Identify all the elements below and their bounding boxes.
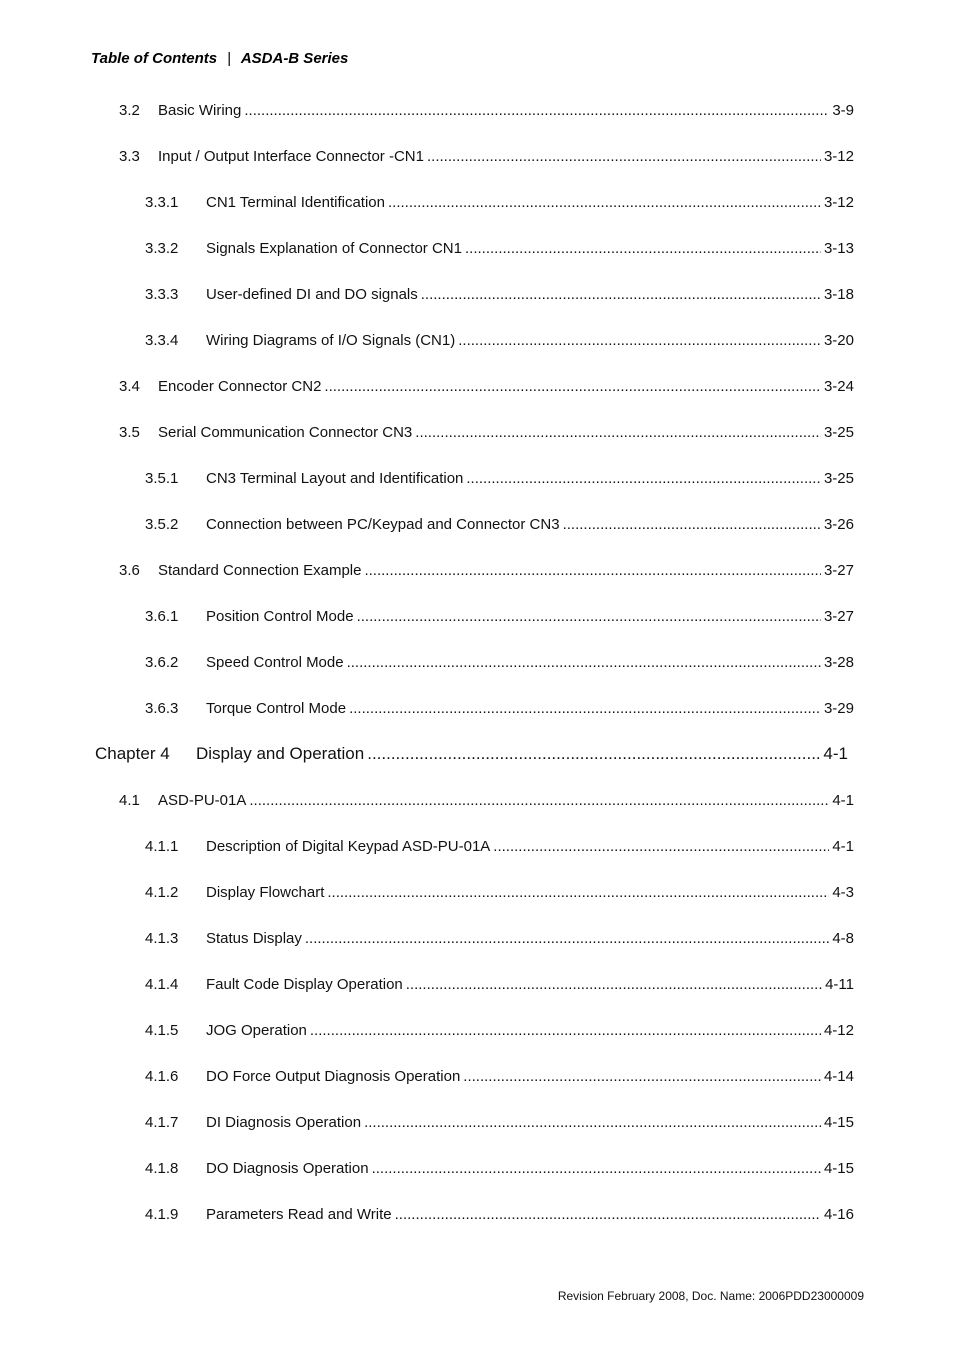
toc-entry[interactable] <box>119 562 854 584</box>
toc-entry-title: Speed Control Mode <box>206 654 344 671</box>
toc-entry-page: 4-14 <box>823 1068 854 1085</box>
toc-entry-number: 3.3.1 <box>145 194 179 211</box>
toc-entry[interactable] <box>145 976 854 998</box>
toc-dot-leader <box>324 378 821 395</box>
toc-entry-number: 3.5.2 <box>145 516 179 533</box>
toc-dot-leader <box>305 930 829 947</box>
toc-entry-page: 3-24 <box>823 378 854 395</box>
toc-entry-title: CN1 Terminal Identification <box>206 194 385 211</box>
toc-entry[interactable] <box>145 700 854 722</box>
toc-entry-title: Position Control Mode <box>206 608 354 625</box>
toc-dot-leader <box>364 562 821 579</box>
toc-entry[interactable] <box>119 102 854 124</box>
toc-entry-title: Status Display <box>206 930 302 947</box>
toc-entry-title: CN3 Terminal Layout and Identification <box>206 470 464 487</box>
toc-entry-title: Connection between PC/Keypad and Connector CN3 <box>206 516 560 533</box>
toc-entry-page: 3-26 <box>823 516 854 533</box>
toc-entry[interactable] <box>145 470 854 492</box>
toc-entry[interactable] <box>145 930 854 952</box>
toc-entry-title: DO Force Output Diagnosis Operation <box>206 1068 461 1085</box>
toc-entry-page: 3-29 <box>823 700 854 717</box>
toc-entry-title: Torque Control Mode <box>206 700 347 717</box>
toc-entry[interactable] <box>119 792 854 814</box>
toc-entry[interactable] <box>145 1160 854 1182</box>
toc-entry-title: User-defined DI and DO signals <box>206 286 418 303</box>
toc-entry-title: Display and Operation <box>196 744 365 763</box>
toc-entry-number: 3.6.1 <box>145 608 179 625</box>
toc-entry[interactable] <box>145 332 854 354</box>
toc-entry-page: 3-12 <box>823 148 854 165</box>
toc-entry[interactable] <box>145 194 854 216</box>
toc-entry-number: 3.6 <box>119 562 140 579</box>
toc-entry-title: Standard Connection Example <box>158 562 362 579</box>
toc-dot-leader <box>310 1022 821 1039</box>
toc-entry-title: Description of Digital Keypad ASD-PU-01A <box>206 838 491 855</box>
toc-entry[interactable] <box>145 608 854 630</box>
toc-entry-page: 4-1 <box>823 744 848 763</box>
toc-dot-leader <box>427 148 821 165</box>
toc-entry-page: 3-27 <box>823 608 854 625</box>
toc-entry-number: 4.1.7 <box>145 1114 179 1131</box>
toc-entry-number: 4.1.5 <box>145 1022 179 1039</box>
toc-entry-number: 3.6.3 <box>145 700 179 717</box>
toc-entry[interactable] <box>145 1114 854 1136</box>
toc-entry-number: 4.1.2 <box>145 884 179 901</box>
toc-dot-leader <box>357 608 821 625</box>
toc-dot-leader <box>406 976 822 993</box>
toc-dot-leader <box>249 792 829 809</box>
toc-entry-number: 3.3.3 <box>145 286 179 303</box>
toc-entry-title: Fault Code Display Operation <box>206 976 403 993</box>
toc-entry-title: Parameters Read and Write <box>206 1206 392 1223</box>
toc-entry[interactable] <box>119 424 854 446</box>
toc-dot-leader <box>388 194 821 211</box>
toc-entry-page: 4-15 <box>823 1114 854 1131</box>
toc-dot-leader <box>372 1160 821 1177</box>
toc-entry-page: 3-18 <box>823 286 854 303</box>
toc-entry-title: DO Diagnosis Operation <box>206 1160 369 1177</box>
toc-entry[interactable] <box>145 240 854 262</box>
toc-entry-page: 4-3 <box>832 884 854 901</box>
page-footer <box>558 1289 864 1303</box>
header-separator: | <box>227 50 232 67</box>
toc-entry[interactable] <box>145 1206 854 1228</box>
toc-dot-leader <box>347 654 821 671</box>
toc-entry-page: 4-11 <box>825 976 854 993</box>
toc-dot-leader <box>244 102 829 119</box>
toc-entry-title: Display Flowchart <box>206 884 325 901</box>
toc-entry-number: Chapter 4 <box>95 744 170 763</box>
toc-entry-page: 3-12 <box>823 194 854 211</box>
toc-entry-title: Basic Wiring <box>158 102 242 119</box>
toc-dot-leader <box>364 1114 821 1131</box>
toc-entry-page: 3-13 <box>823 240 854 257</box>
toc-entry-page: 4-1 <box>832 792 854 809</box>
toc-dot-leader <box>327 884 829 901</box>
toc-entry-number: 4.1.4 <box>145 976 179 993</box>
toc-entry-number: 3.5 <box>119 424 140 441</box>
toc-entry-page: 3-28 <box>823 654 854 671</box>
toc-dot-leader <box>466 470 821 487</box>
footer-revision: Revision February 2008, Doc. Name: 2006PDD23000009 <box>557 1289 864 1303</box>
toc-entry-page: 3-20 <box>823 332 854 349</box>
toc-entry[interactable] <box>145 1068 854 1090</box>
toc-entry-number: 3.3 <box>119 148 140 165</box>
header-title: Table of Contents <box>91 50 218 67</box>
toc-entry-title: Signals Explanation of Connector CN1 <box>206 240 462 257</box>
toc-entry[interactable] <box>145 838 854 860</box>
toc-entry-page: 4-16 <box>823 1206 854 1223</box>
toc-entry-title: Input / Output Interface Connector -CN1 <box>158 148 424 165</box>
toc-dot-leader <box>563 516 821 533</box>
toc-dot-leader <box>463 1068 821 1085</box>
toc-entry-page: 3-9 <box>832 102 854 119</box>
toc-entry-title: JOG Operation <box>206 1022 307 1039</box>
toc-entry-number: 3.3.4 <box>145 332 179 349</box>
header-series: ASDA-B Series <box>240 50 349 67</box>
toc-entry-page: 3-25 <box>823 470 854 487</box>
toc-entry-title: Encoder Connector CN2 <box>158 378 322 395</box>
toc-entry-number: 4.1.9 <box>145 1206 179 1223</box>
toc-entry[interactable] <box>145 516 854 538</box>
toc-entry-number: 3.2 <box>119 102 140 119</box>
toc-entry-number: 3.4 <box>119 378 140 395</box>
toc-dot-leader <box>367 744 820 764</box>
toc-entry[interactable] <box>119 148 854 170</box>
toc-entry-page: 4-1 <box>832 838 854 855</box>
toc-dot-leader <box>395 1206 821 1223</box>
toc-entry-page: 4-12 <box>823 1022 854 1039</box>
toc-entry-title: DI Diagnosis Operation <box>206 1114 362 1131</box>
toc-dot-leader <box>493 838 829 855</box>
toc-entry-page: 4-15 <box>823 1160 854 1177</box>
toc-entry-number: 3.5.1 <box>145 470 179 487</box>
toc-entry-number: 3.3.2 <box>145 240 179 257</box>
toc-entry-title: ASD-PU-01A <box>158 792 247 809</box>
toc-entry-number: 4.1.6 <box>145 1068 179 1085</box>
toc-entry-number: 4.1.1 <box>145 838 179 855</box>
toc-entry[interactable] <box>145 884 854 906</box>
toc-dot-leader <box>465 240 821 257</box>
toc-entry[interactable] <box>145 286 854 308</box>
toc-entry-title: Wiring Diagrams of I/O Signals (CN1) <box>206 332 456 349</box>
toc-entry-number: 4.1.8 <box>145 1160 179 1177</box>
toc-entry[interactable] <box>145 654 854 676</box>
toc-entry-page: 3-25 <box>823 424 854 441</box>
toc-dot-leader <box>415 424 821 441</box>
toc-entry-number: 4.1 <box>119 792 140 809</box>
toc-dot-leader <box>458 332 821 349</box>
toc-entry-number: 3.6.2 <box>145 654 179 671</box>
toc-dot-leader <box>349 700 821 717</box>
toc-dot-leader <box>421 286 821 303</box>
toc-entry-number: 4.1.3 <box>145 930 179 947</box>
toc-entry[interactable] <box>145 1022 854 1044</box>
toc-entry-title: Serial Communication Connector CN3 <box>158 424 413 441</box>
toc-entry[interactable] <box>119 378 854 400</box>
toc-entry-page: 4-8 <box>832 930 854 947</box>
toc-chapter-entry[interactable] <box>95 744 848 766</box>
toc-entry-page: 3-27 <box>823 562 854 579</box>
